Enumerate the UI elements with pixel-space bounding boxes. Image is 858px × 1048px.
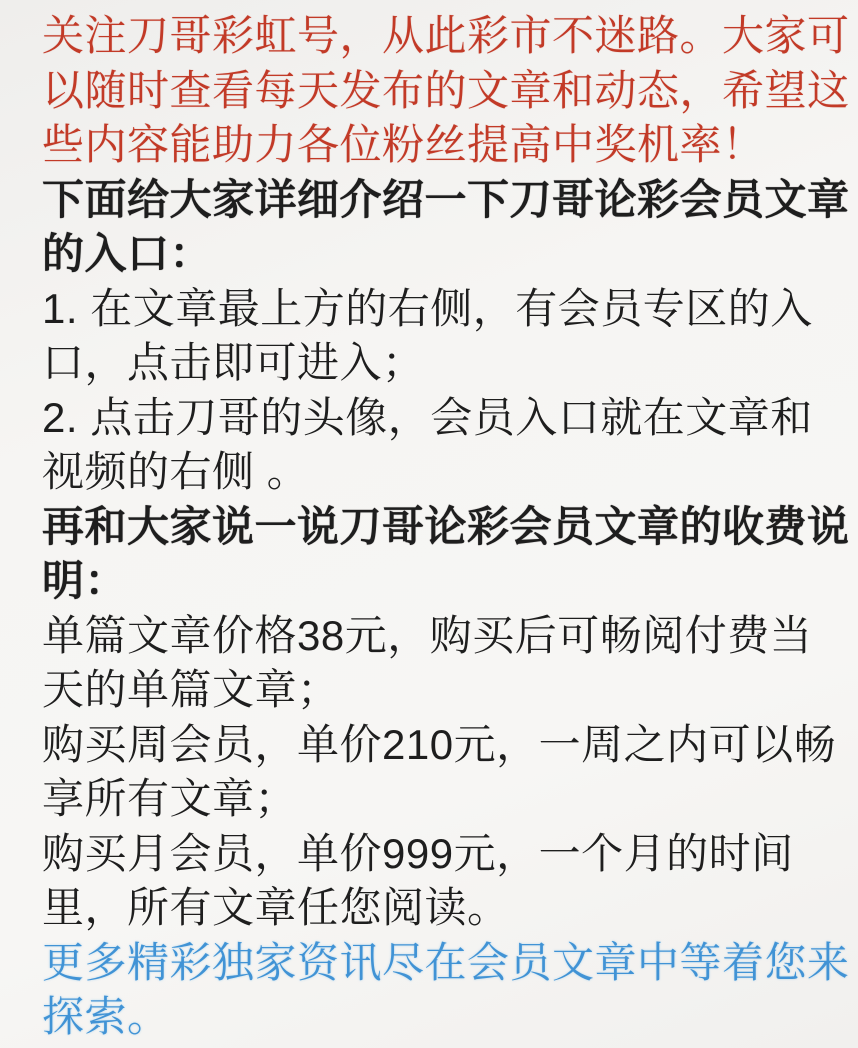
entrance-heading-line-2: 的入口： [42, 230, 213, 277]
pricing-monthly-line-1: 购买月会员，单价999元，一个月的时间 [42, 829, 794, 877]
pricing-single-line-2: 天的单篇文章； [42, 666, 340, 713]
pricing-monthly-line-2: 里，所有文章任您阅读。 [42, 884, 510, 931]
entrance-step1-line-1: 1. 在文章最上方的右侧，有会员专区的入 [42, 284, 813, 332]
pricing-weekly-line-1: 购买周会员，单价210元，一周之内可以畅 [42, 720, 837, 768]
entrance-heading-line-1: 下面给大家详细介绍一下刀哥论彩会员文章 [42, 175, 850, 223]
entrance-step2-line-1: 2. 点击刀哥的头像，会员入口就在文章和 [42, 393, 813, 441]
promo-intro-line-2: 以随时查看每天发布的文章和动态，希望这 [42, 66, 850, 114]
entrance-step2-line-2: 视频的右侧 。 [42, 448, 310, 495]
entrance-step1-line-2: 口，点击即可进入； [42, 339, 425, 386]
promo-intro-line-1: 关注刀哥彩虹号，从此彩市不迷路。大家可 [42, 12, 850, 59]
promo-outro-line-1: 更多精彩独家资讯尽在会员文章中等着您来 [42, 938, 850, 986]
promo-outro-line-2: 探索。 [42, 993, 170, 1040]
promo-intro-line-3: 些内容能助力各位粉丝提高中奖机率！ [42, 121, 765, 168]
pricing-heading-line-1: 再和大家说一说刀哥论彩会员文章的收费说 [42, 502, 850, 550]
pricing-weekly-line-2: 享所有文章； [42, 775, 298, 822]
pricing-single-line-1: 单篇文章价格38元，购买后可畅阅付费当 [42, 611, 813, 659]
pricing-heading-line-2: 明： [42, 557, 128, 604]
